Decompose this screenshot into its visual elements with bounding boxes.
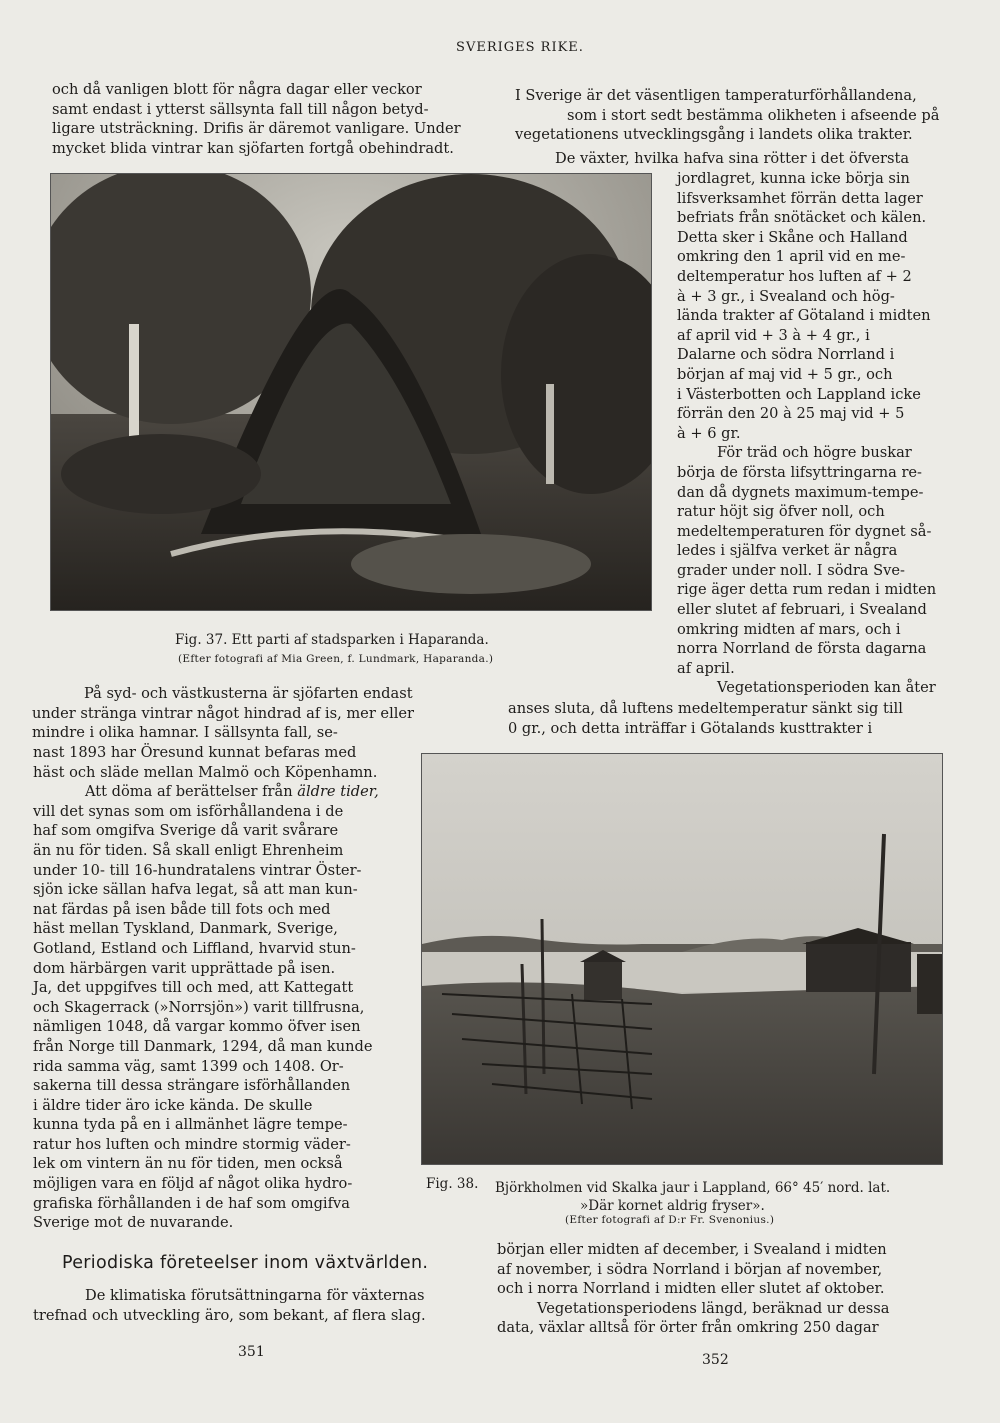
text-line: under 10- till 16-hundratalens vintrar Öster- [33, 861, 362, 879]
right-bottom-paragraph [497, 1240, 939, 1338]
text-line: grader under noll. I södra Sve- [677, 561, 905, 579]
text-line: Sverige mot de nuvarande. [33, 1214, 234, 1232]
text-line: och i norra Norrland i midten eller slutet af oktober. [497, 1280, 885, 1298]
text-line: grafiska förhållanden i de haf som omgifva [33, 1194, 350, 1212]
text-line: nast 1893 har Öresund kunnat befaras med [33, 744, 357, 761]
right-full-lines [508, 699, 946, 738]
figure-37-photo [50, 173, 652, 611]
text-line: i äldre tider äro icke kända. De skulle [33, 1096, 313, 1114]
left-section-intro [33, 1286, 473, 1325]
right-first-line: De växter, hvilka hafva sina rötter i det öfversta [555, 150, 910, 167]
text-line: dan då dygnets maximum-tempe- [677, 483, 924, 501]
text-line: vegetationens utvecklingsgång i landets olika trakter. [515, 126, 913, 144]
text-line: anses sluta, då luftens medeltemperatur sänkt sig till [508, 700, 903, 717]
left-top-paragraph [52, 80, 495, 158]
text-line: och då vanligen blott för några dagar eller veckor [52, 81, 422, 98]
text-line: början af maj vid + 5 gr., och [677, 365, 893, 383]
running-header: SVERIGES RIKE. [456, 40, 584, 55]
text-line: än nu för tiden. Så skall enligt Ehrenheim [33, 841, 344, 859]
figure-37-credit: (Efter fotografi af Mia Green, f. Lundmark, Haparanda.) [178, 653, 494, 665]
text-line: Att döma af berättelser från äldre tider, [85, 783, 379, 801]
text-line: Vegetationsperioden kan åter [717, 679, 936, 697]
park-illustration [51, 174, 651, 610]
text-line: haf som omgifva Sverige då varit svårare [33, 822, 339, 840]
page-number-left: 351 [238, 1344, 265, 1360]
text-line: af april vid + 3 à + 4 gr., i [677, 326, 870, 344]
text-line: De klimatiska förutsättningarna för växternas [85, 1287, 425, 1304]
page-number-right: 352 [702, 1352, 729, 1368]
text-line: vill det synas som om isförhållandena i de [33, 802, 344, 820]
figure-38-photo [421, 753, 943, 1165]
text-line: möjligen vara en följd af något olika hydro- [33, 1175, 353, 1193]
text-line: omkring midten af mars, och i [677, 620, 901, 638]
text-line: i Västerbotten och Lappland icke [677, 385, 921, 403]
text-line: ratur hos luften och mindre stormig väder- [33, 1135, 351, 1153]
left-narrow-column [33, 743, 403, 1233]
text-line: nämligen 1048, då vargar kommo öfver isen [33, 1018, 361, 1036]
text-line: af april. [677, 659, 735, 677]
text-line: som i stort sedt bestämma olikheten i afseende på [567, 106, 940, 124]
text-line: deltemperatur hos luften af + 2 [677, 267, 912, 285]
text-line: data, växlar alltså för örter från omkring 250 dagar [497, 1319, 879, 1337]
text-line: samt endast i ytterst sällsynta fall till någon betyd- [52, 100, 429, 118]
text-line: sakerna till dessa strängare isförhållanden [33, 1077, 351, 1095]
text-line: rige äger detta rum redan i midten [677, 581, 937, 599]
text-line: af november, i södra Norrland i början af november, [497, 1260, 883, 1278]
text-line: I Sverige är det väsentligen tamperaturförhållandena, [515, 87, 917, 104]
text-line: början eller midten af december, i Svealand i midten [497, 1241, 887, 1258]
section-heading: Periodiska företeelser inom växtvärlden. [62, 1253, 429, 1273]
text-line: norra Norrland de första dagarna [677, 640, 927, 658]
right-top-paragraph [515, 86, 961, 145]
left-paragraph-sea-ice [32, 684, 487, 743]
text-line: lek om vintern än nu för tiden, men också [33, 1155, 343, 1173]
text-line: och Skagerrack (»Norrsjön») varit tillfrusna, [33, 998, 365, 1016]
text-line: På syd- och västkusterna är sjöfarten endast [84, 685, 413, 702]
text-line: Detta sker i Skåne och Halland [677, 228, 908, 246]
text-line: Dalarne och södra Norrland i [677, 346, 895, 364]
italic-phrase: äldre tider, [297, 783, 379, 801]
text-line: Gotland, Estland och Liffland, hvarvid stun- [33, 939, 356, 957]
text-line: kunna tyda på en i allmänhet lägre tempe- [33, 1116, 348, 1134]
text-line: jordlagret, kunna icke börja sin [677, 170, 910, 187]
text-line: befriats från snötäcket och kälen. [677, 209, 927, 227]
figure-38-label: Fig. 38. [426, 1176, 479, 1192]
text-line: eller slutet af februari, i Svealand [677, 601, 927, 619]
text-line: ligare utsträckning. Drifis är däremot vanligare. Under [52, 120, 461, 138]
lake-farm-illustration [422, 754, 942, 1164]
text-line: nat färdas på isen både till fots och med [33, 900, 331, 918]
text-line: à + 6 gr. [677, 424, 741, 442]
text-line: trefnad och utveckling äro, som bekant, af flera slag. [33, 1306, 426, 1324]
text-line: Ja, det uppgifves till och med, att Kattegatt [33, 979, 354, 997]
text-line: rida samma väg, samt 1399 och 1408. Or- [33, 1057, 344, 1075]
text-line: sjön icke sällan hafva legat, så att man kun- [33, 881, 358, 899]
text-line: lifsverksamhet förrän detta lager [677, 189, 923, 207]
text-line: mycket blida vintrar kan sjöfarten fortgå obehindradt. [52, 139, 454, 157]
text-line: För träd och högre buskar [717, 444, 912, 462]
text-line: häst mellan Tyskland, Danmark, Sverige, [33, 920, 338, 938]
text-line: omkring den 1 april vid en me- [677, 248, 906, 266]
text-line: förrän den 20 à 25 maj vid + 5 [677, 405, 905, 423]
text-line: från Norge till Danmark, 1294, då man kunde [33, 1037, 373, 1055]
figure-38-quote: »Där kornet aldrig fryser». [580, 1198, 765, 1214]
text-line: 0 gr., och detta inträffar i Götalands kusttrakter i [508, 719, 873, 737]
text-line: dom härbärgen varit upprättade på isen. [33, 959, 336, 977]
text-line: börja de första lifsyttringarna re- [677, 463, 922, 481]
figure-38-credit: (Efter fotografi af D:r Fr. Svenonius.) [565, 1214, 775, 1226]
text-line: lända trakter af Götaland i midten [677, 307, 931, 325]
text-line: under stränga vintrar något hindrad af is, mer eller [32, 704, 415, 722]
figure-38-caption: Björkholmen vid Skalka jaur i Lappland, 66° 45′ nord. lat. [495, 1180, 891, 1196]
figure-37-caption: Fig. 37. Ett parti af stadsparken i Haparanda. [175, 632, 489, 648]
text-line: ledes i själfva verket är några [677, 542, 898, 560]
text-line: mindre i olika hamnar. I sällsynta fall, se- [32, 724, 338, 742]
text-line: ratur höjt sig öfver noll, och [677, 503, 885, 521]
right-narrow-column [677, 169, 954, 698]
text-line: Vegetationsperiodens längd, beräknad ur dessa [537, 1299, 890, 1317]
text-line: häst och släde mellan Malmö och Köpenhamn. [33, 763, 378, 781]
text-line: medeltemperaturen för dygnet så- [677, 522, 932, 540]
text-line: à + 3 gr., i Svealand och hög- [677, 287, 895, 305]
